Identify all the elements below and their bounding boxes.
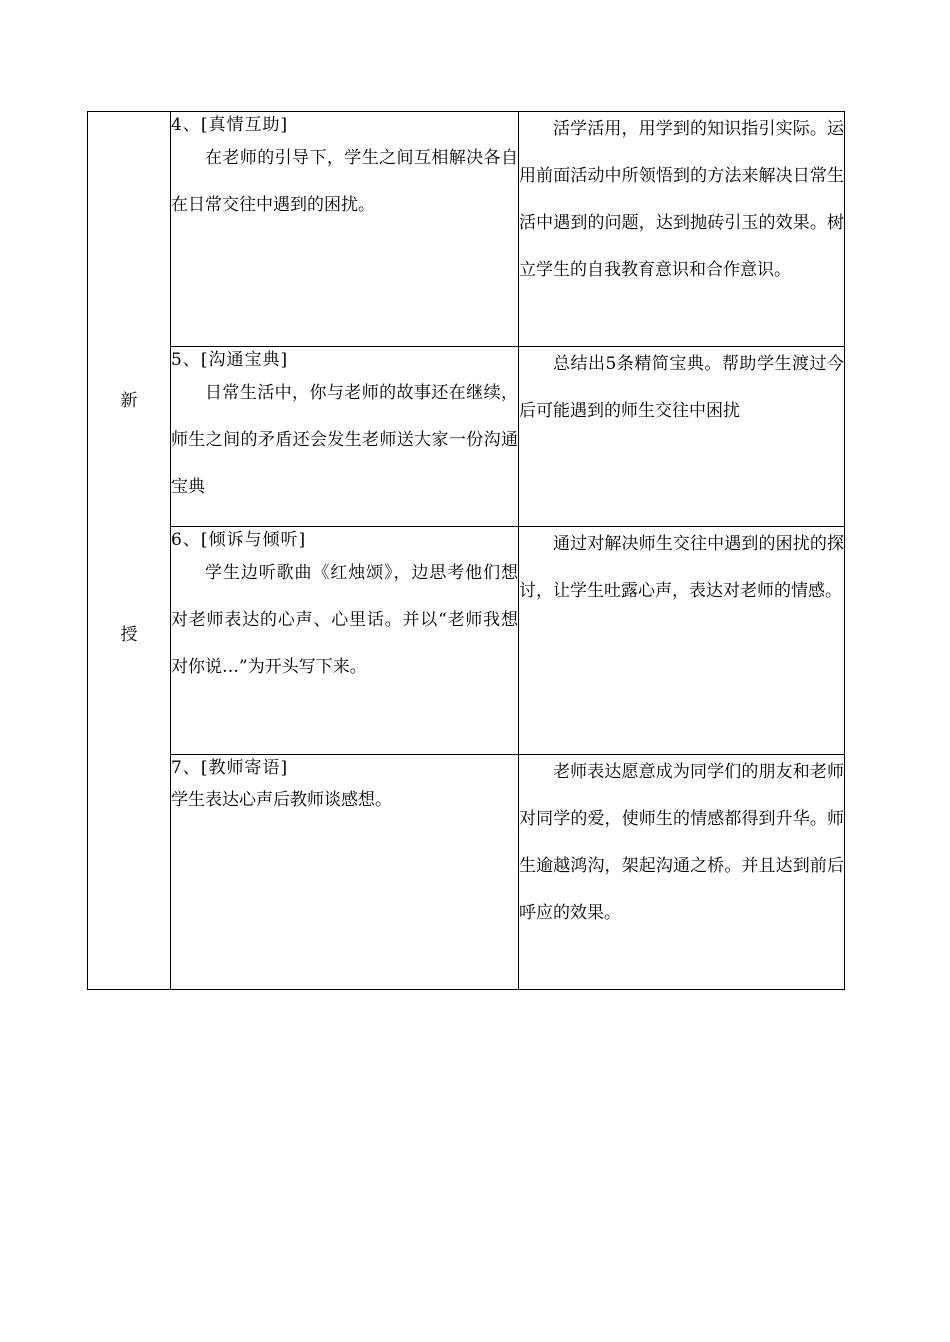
activity-heading: 7、[教师寄语] [171,758,289,778]
table-row [88,527,845,755]
intent-cell [519,347,845,527]
activity-heading: 6、[倾诉与倾听] [171,530,307,550]
intent-text: 总结出5条精简宝典。帮助学生渡过今后可能遇到的师生交往中困扰 [519,354,844,421]
activity-cell [171,755,519,990]
lesson-plan-table [87,111,845,990]
table-row [88,347,845,527]
activity-text: 学生边听歌曲《红烛颂》，边思考他们想对老师表达的心声、心里话。并以“老师我想对你说…”为开头写下来。 [171,563,518,677]
activity-cell [171,527,519,755]
activity-text: 学生表达心声后教师谈感想。 [171,790,392,810]
section-char: 授 [120,625,138,645]
intent-text: 通过对解决师生交往中遇到的困扰的探讨，让学生吐露心声，表达对老师的情感。 [519,534,844,601]
activity-cell [171,112,519,347]
activity-cell [171,347,519,527]
intent-text: 老师表达愿意成为同学们的朋友和老师对同学的爱，使师生的情感都得到升华。师生逾越鸿沟，架起沟通之桥。并且达到前后呼应的效果。 [519,762,844,923]
activity-heading: 4、[真情互助] [171,115,289,135]
intent-cell [519,527,845,755]
activity-text: 在老师的引导下，学生之间互相解决各自在日常交往中遇到的困扰。 [171,148,518,215]
intent-cell [519,112,845,347]
section-cell [88,112,171,990]
section-char: 新 [120,391,138,411]
table-row [88,755,845,990]
activity-text: 日常生活中，你与老师的故事还在继续，师生之间的矛盾还会发生老师送大家一份沟通宝典 [171,383,518,497]
table-row [88,112,845,347]
intent-cell [519,755,845,990]
intent-text: 活学活用，用学到的知识指引实际。运用前面活动中所领悟到的方法来解决日常生活中遇到的问题，达到抛砖引玉的效果。树立学生的自我教育意识和合作意识。 [519,119,844,280]
activity-heading: 5、[沟通宝典] [171,350,289,370]
